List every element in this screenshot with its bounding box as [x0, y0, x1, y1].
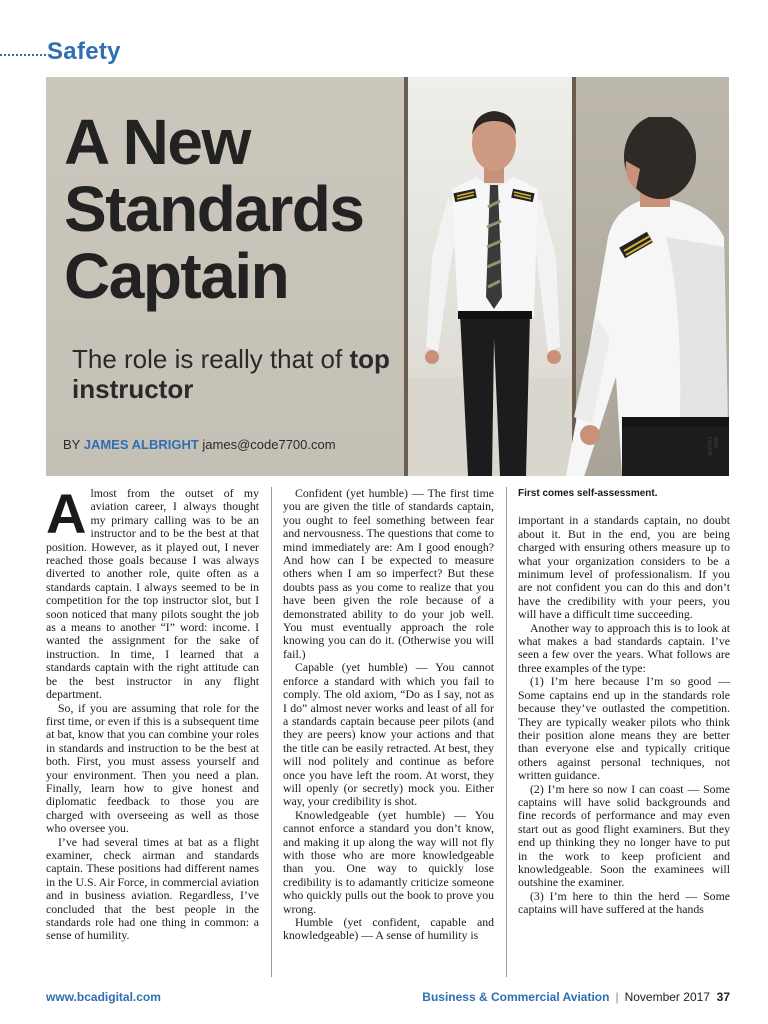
- article-column-2: [283, 487, 494, 943]
- hero-banner: [46, 77, 729, 476]
- page-number: 37: [716, 990, 730, 1004]
- byline-prefix: BY: [63, 437, 84, 452]
- photo-credit: NAN LUGAIN: [706, 437, 718, 456]
- mirror-panel: [404, 77, 576, 476]
- footer-date: November 2017: [624, 990, 710, 1004]
- byline-email[interactable]: james@code7700.com: [198, 437, 336, 452]
- paragraph: Knowledgeable (yet humble) — You cannot enforce a standard you don’t know, and making it up along the way will not fly with those who are more knowledgeable than you. One way to quickly lose credibility is to adamantly criticize someone who quickly pulls out the book to prove you wrong.: [283, 807, 494, 916]
- drop-cap: A: [46, 482, 87, 545]
- footer-separator: |: [615, 990, 619, 1004]
- paragraph: Confident (yet humble) — The first time you are given the title of standards captain, you ought to feel something between fear and nervousness. The questions that come to mind immediately are: Am I good enough? And how can I be expected to measure others when I am so imperfect? But these doubts pass as you come to realize that you have been given the role because of a demonstrated ability to do your job well. You must eventually approach the role knowing you can do it. (Otherwise you will fail.): [283, 486, 494, 661]
- paragraph: (2) I’m here so now I can coast — Some captains will have solid backgrounds and fine records of performance and may even start out as good flight examiners. But they end up thinking they no longer have to put in the work to keep proficient and knowledgeable. Soon the examinees will outshine the examiner.: [518, 781, 730, 890]
- paragraph: So, if you are assuming that role for the first time, or even if this is a subsequent time at bat, know that you can combine your roles in standards and instruction to be the best at both. First, you must assess yourself and your environment. Then you need a plan. Finally, learn how to give honest and diplomatic feedback to those you are charged with overseeing as well as those who oversee you.: [46, 700, 259, 836]
- article-column-1: [46, 482, 259, 943]
- section-label: Safety: [47, 38, 121, 65]
- byline-author: JAMES ALBRIGHT: [83, 437, 199, 452]
- subhead: First comes self-assessment.: [518, 488, 658, 499]
- byline: [63, 437, 336, 452]
- paragraph: Another way to approach this is to look at what makes a bad standards captain. I’ve seen a few over the years. What follows are three examples of the type:: [518, 620, 730, 675]
- pilot-reflection-illustration: [408, 77, 572, 476]
- footer-url[interactable]: www.bcadigital.com: [46, 990, 161, 1004]
- paragraph: (1) I’m here because I’m so good — Some captains end up in the standards role because they’ve outlasted the competition. They are typically weaker pilots who think their position alone means they are better than everyone else and typically critique others against personal techniques, not written guidance.: [518, 674, 730, 783]
- article-column-3: [518, 487, 730, 917]
- paragraph: important in a standards captain, no doubt about it. But in the end, you are being charged with ensuring others measure up to what your organization considers to be a minimum level of professionalism. If you are not confident you can do this and don’t have the credibility with your peers, you will have a difficult time succeeding.: [518, 513, 730, 622]
- footer-magazine: Business & Commercial Aviation: [422, 990, 610, 1004]
- column-rule: [271, 487, 272, 977]
- footer-info: [422, 990, 730, 1004]
- paragraph: I’ve had several times at bat as a flight examiner, check airman and standards captain. These positions had different names in the U.S. Air Force, in commercial aviation and in business aviation. Regardless, I’ve concluded that the best people in the standards role had one thing in common: a sense of humility.: [46, 834, 259, 943]
- deck: [72, 344, 392, 404]
- section-divider: [0, 54, 46, 56]
- pilot-back-illustration: [566, 117, 729, 476]
- deck-regular: The role is really that of: [72, 344, 350, 374]
- deck-bold: top instructor: [72, 344, 390, 404]
- paragraph: (3) I’m here to thin the herd — Some captains will have suffered at the hands: [518, 888, 730, 917]
- paragraph: Almost from the outset of my aviation career, I always thought my primary calling was to be an instructor and to be the best at that position. However, as it played out, I never reached those goals because I was always diverted to another role, quite often as a standards captain. I always seemed to be in competition for the top instructor slot, but I soon noticed that many pilots sought the job as a means to another “I” word: income. I wanted the assignment for the sake of instruction. In time, I learned that a standards captain with the right attitude can be the best instructor in any flight department.: [46, 482, 259, 702]
- paragraph: Capable (yet humble) — You cannot enforce a standard with which you fail to comply. The old axiom, “Do as I say, not as I do” almost never works and least of all for a standards captain because peer pilots (and they are peers) know your actions and that the title can be easily retracted. At best, they will nod politely and continue as before once you have left the room. At worst, they will openly (or secretly) mock you. Either way, your credibility is shot.: [283, 660, 494, 809]
- paragraph: Humble (yet confident, capable and knowledgeable) — A sense of humility is: [283, 915, 494, 943]
- headline: A New Standards Captain: [64, 106, 364, 312]
- column-rule: [506, 487, 507, 977]
